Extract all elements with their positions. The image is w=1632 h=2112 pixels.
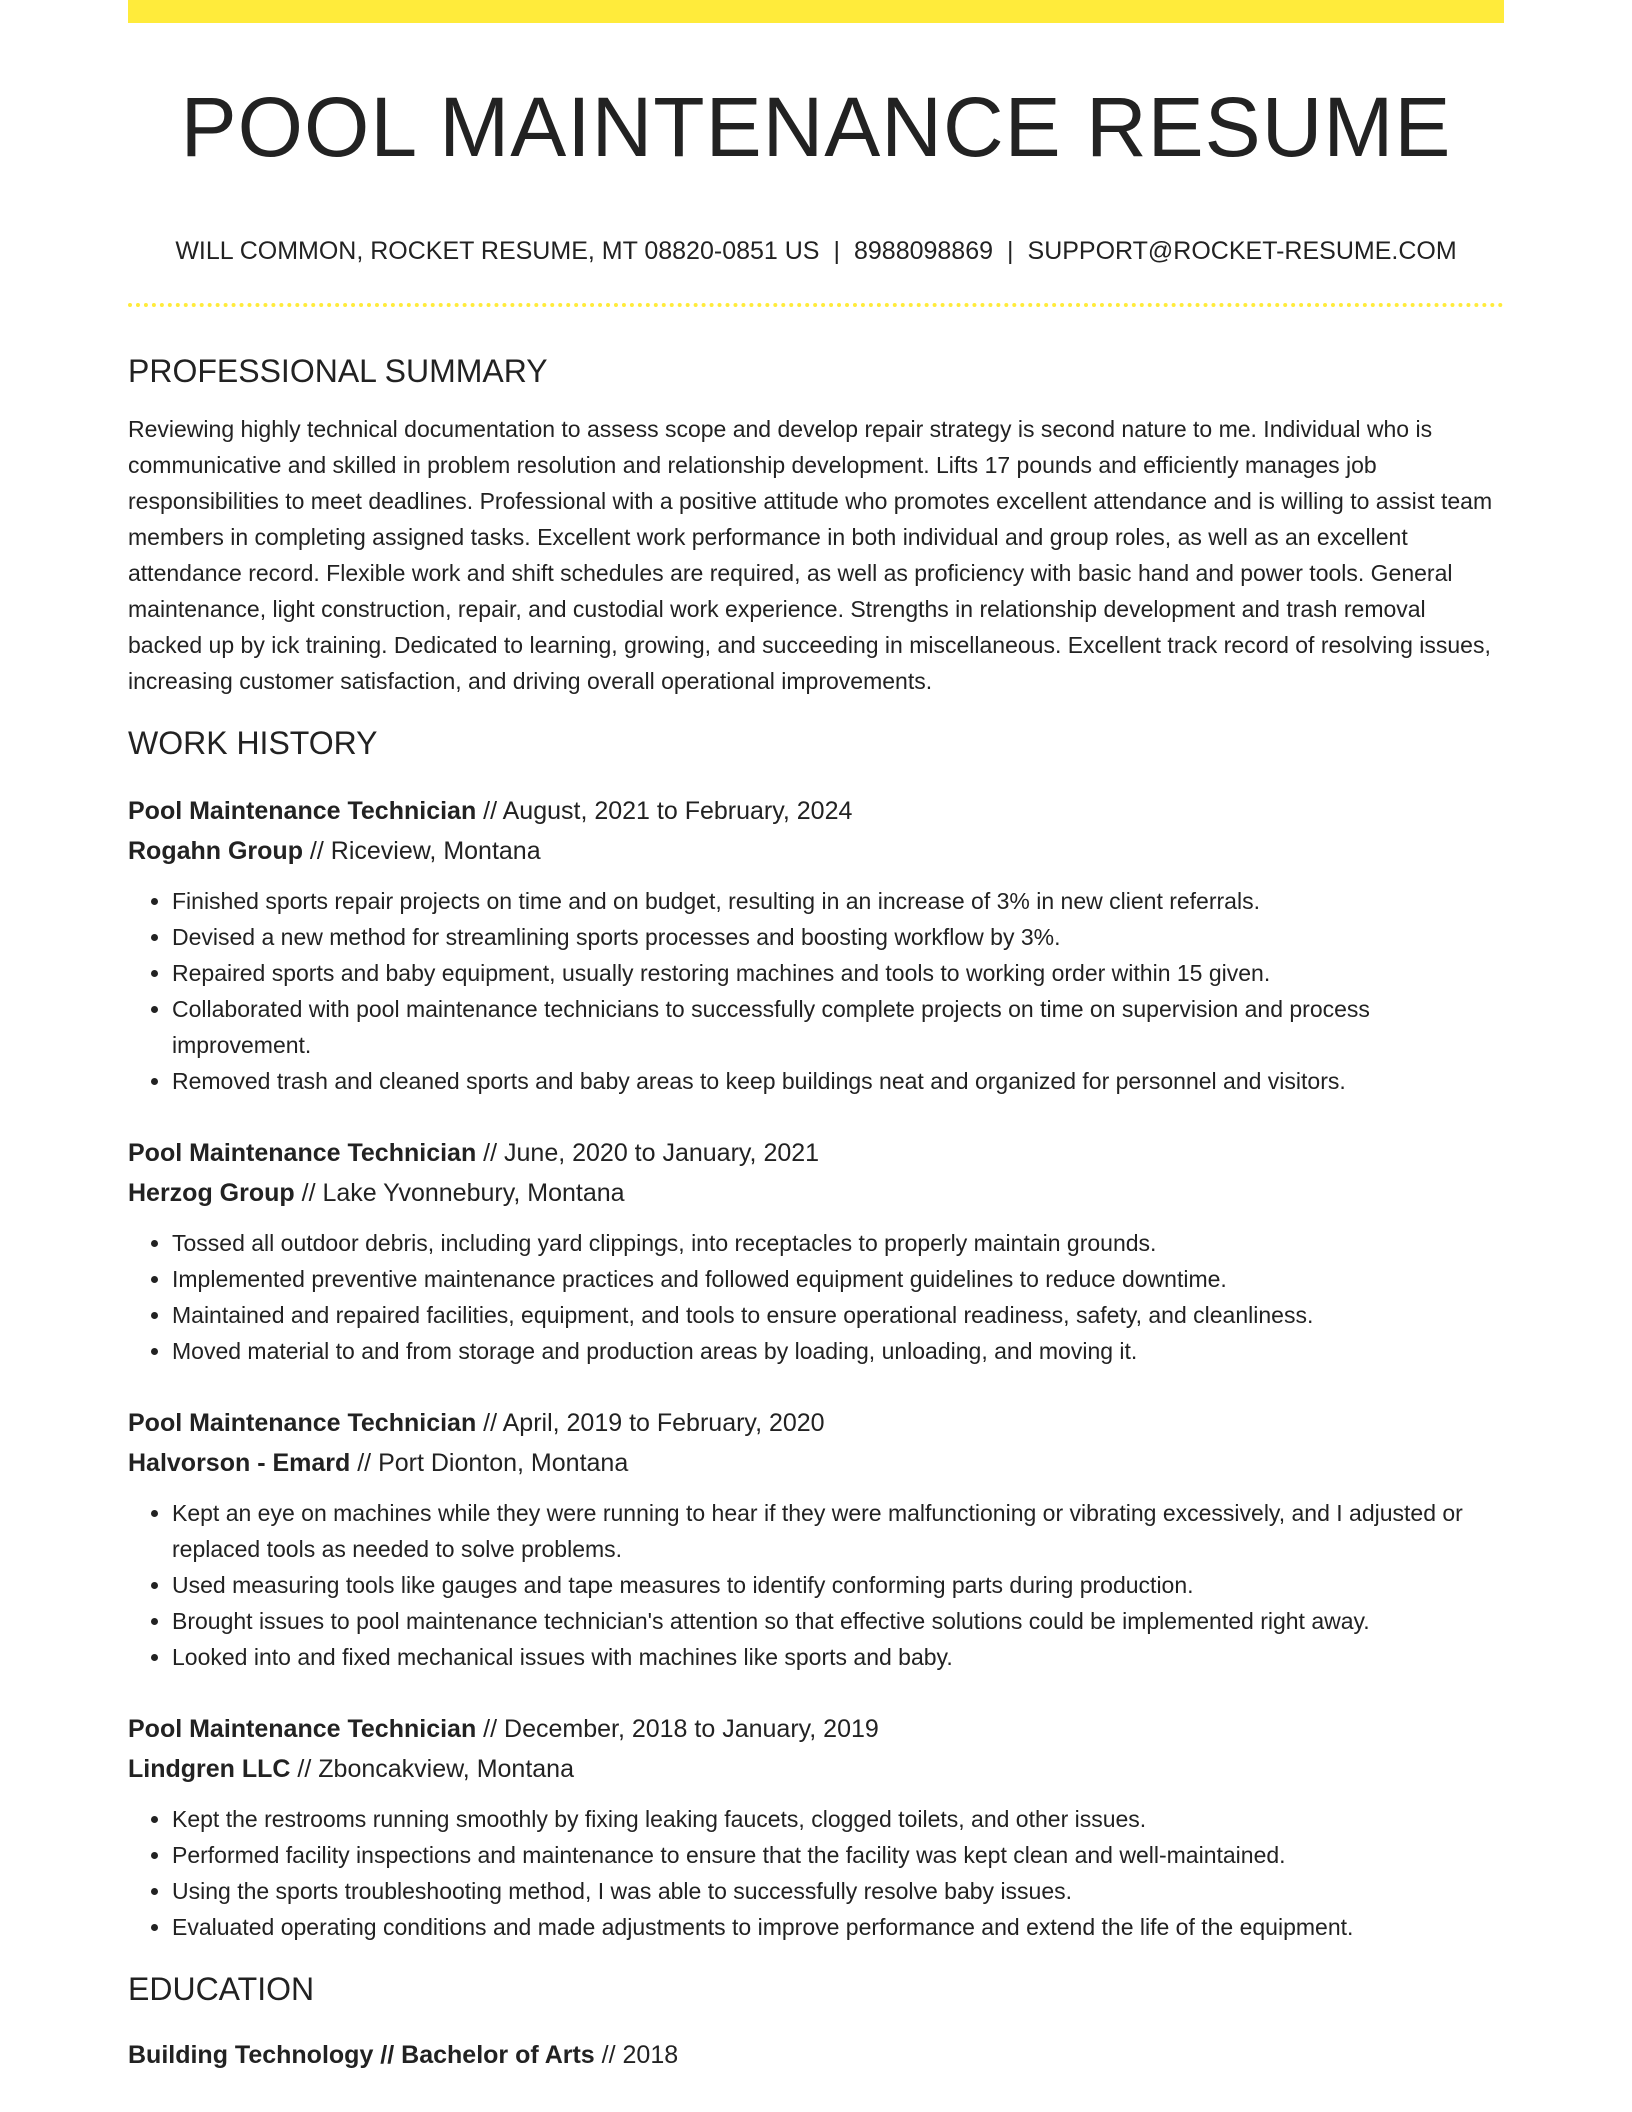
job-title: Pool Maintenance Technician	[128, 1409, 477, 1437]
job-bullet: • Kept the restrooms running smoothly by fixing leaking faucets, clogged toilets, and other issues.	[172, 1801, 1504, 1837]
summary-heading: PROFESSIONAL SUMMARY	[128, 353, 548, 389]
job-dates: June, 2020 to January, 2021	[504, 1139, 820, 1167]
job-bullet: • Devised a new method for streamlining sports processes and boosting workflow by 3%.	[172, 919, 1504, 955]
job-dates: August, 2021 to February, 2024	[502, 797, 853, 825]
job-entry	[128, 1133, 1504, 1369]
job-bullet: • Removed trash and cleaned sports and baby areas to keep buildings neat and organized for personnel and visitors.	[172, 1063, 1504, 1099]
job-title-line	[128, 791, 1504, 831]
job-separator: //	[476, 1409, 503, 1437]
education-year: 2018	[622, 2041, 679, 2069]
education-entry	[128, 2035, 1504, 2075]
job-bullet: • Brought issues to pool maintenance technician's attention so that effective solutions could be implemented right away.	[172, 1603, 1504, 1639]
job-entry	[128, 1403, 1504, 1675]
job-company-line	[128, 831, 1504, 871]
education-separator: //	[373, 2041, 402, 2069]
job-company-line	[128, 1749, 1504, 1789]
job-bullet: • Repaired sports and baby equipment, usually restoring machines and tools to working order within 15 given.	[172, 955, 1504, 991]
contact-separator: |	[833, 237, 840, 265]
job-separator: //	[302, 837, 331, 865]
job-separator: //	[476, 797, 503, 825]
education-separator: //	[594, 2041, 623, 2069]
job-bullet: • Tossed all outdoor debris, including yard clippings, into receptacles to properly maintain grounds.	[172, 1225, 1504, 1261]
education-degree: Bachelor of Arts	[401, 2041, 595, 2069]
job-bullet: • Finished sports repair projects on time and on budget, resulting in an increase of 3% in new client referrals.	[172, 883, 1504, 919]
job-separator: //	[476, 1715, 505, 1743]
job-bullet: • Using the sports troubleshooting method, I was able to successfully resolve baby issues.	[172, 1873, 1504, 1909]
job-bullet: • Maintained and repaired facilities, equipment, and tools to ensure operational readiness, safety, and cleanliness.	[172, 1297, 1504, 1333]
contact-phone: 8988098869	[853, 237, 994, 265]
education-heading: EDUCATION	[128, 1971, 315, 2007]
job-entry	[128, 1709, 1504, 1945]
job-separator: //	[476, 1139, 505, 1167]
job-bullet: • Performed facility inspections and maintenance to ensure that the facility was kept clean and well-maintained.	[172, 1837, 1504, 1873]
job-bullet: • Collaborated with pool maintenance technicians to successfully complete projects on time on supervision and process improvement.	[172, 991, 1504, 1063]
job-bullets	[128, 1801, 1504, 1945]
job-bullet: • Used measuring tools like gauges and tape measures to identify conforming parts during production.	[172, 1567, 1504, 1603]
job-entry	[128, 791, 1504, 1099]
education-field: Building Technology	[128, 2041, 374, 2069]
job-bullet: • Moved material to and from storage and production areas by loading, unloading, and moving it.	[172, 1333, 1504, 1369]
contact-address: WILL COMMON, ROCKET RESUME, MT 08820-0851 US	[175, 237, 820, 265]
contact-email: SUPPORT@ROCKET-RESUME.COM	[1027, 237, 1457, 265]
job-company: Herzog Group	[128, 1179, 295, 1207]
education-degree-line	[128, 2041, 595, 2069]
job-bullet: • Implemented preventive maintenance practices and followed equipment guidelines to reduce downtime.	[172, 1261, 1504, 1297]
job-company-line	[128, 1443, 1504, 1483]
job-company-line	[128, 1173, 1504, 1213]
job-dates: April, 2019 to February, 2020	[502, 1409, 825, 1437]
contact-line	[128, 235, 1504, 267]
job-bullet: • Evaluated operating conditions and made adjustments to improve performance and extend the life of the equipment.	[172, 1909, 1504, 1945]
dotted-divider	[128, 303, 1504, 307]
top-accent-bar	[128, 0, 1504, 23]
work-history-list	[128, 791, 1504, 1945]
job-bullets	[128, 1225, 1504, 1369]
summary-text: Reviewing highly technical documentation to assess scope and develop repair strategy is second nature to me. Individual who is communicative and skilled in problem resolution and relationship development. Lifts 17 pounds and efficiently manages job responsibilities to meet deadlines. Professional with a positive attitude who promotes excellent attendance and is willing to assist team members in completing assigned tasks. Excellent work performance in both individual and group roles, as well as an excellent attendance record. Flexible work and shift schedules are required, as well as proficiency with basic hand and power tools. General maintenance, light construction, repair, and custodial work experience. Strengths in relationship development and trash removal backed up by ick training. Dedicated to learning, growing, and succeeding in miscellaneous. Excellent track record of resolving issues, increasing customer satisfaction, and driving overall operational improvements.	[128, 416, 1493, 694]
job-dates: December, 2018 to January, 2019	[504, 1715, 879, 1743]
job-bullet: • Kept an eye on machines while they were running to hear if they were malfunctioning or vibrating excessively, and I adjusted or replaced tools as needed to solve problems.	[172, 1495, 1504, 1567]
job-separator: //	[290, 1755, 319, 1783]
job-title: Pool Maintenance Technician	[128, 1139, 477, 1167]
job-title-line	[128, 1709, 1504, 1749]
job-location: Zboncakview, Montana	[318, 1755, 574, 1783]
job-bullet: • Looked into and fixed mechanical issues with machines like sports and baby.	[172, 1639, 1504, 1675]
job-company: Rogahn Group	[128, 837, 303, 865]
resume-title: POOL MAINTENANCE RESUME	[180, 80, 1452, 174]
job-bullets	[128, 1495, 1504, 1675]
contact-separator: |	[1007, 237, 1014, 265]
job-location: Riceview, Montana	[330, 837, 541, 865]
job-location: Port Dionton, Montana	[378, 1449, 629, 1477]
job-bullets	[128, 883, 1504, 1099]
job-title: Pool Maintenance Technician	[128, 797, 477, 825]
job-separator: //	[350, 1449, 379, 1477]
job-title-line	[128, 1133, 1504, 1173]
work-history-heading: WORK HISTORY	[128, 725, 378, 761]
job-company: Lindgren LLC	[128, 1755, 291, 1783]
job-company: Halvorson - Emard	[128, 1449, 351, 1477]
job-location: Lake Yvonnebury, Montana	[322, 1179, 625, 1207]
resume-page	[128, 0, 1504, 2112]
job-separator: //	[294, 1179, 323, 1207]
job-title-line	[128, 1403, 1504, 1443]
job-title: Pool Maintenance Technician	[128, 1715, 477, 1743]
